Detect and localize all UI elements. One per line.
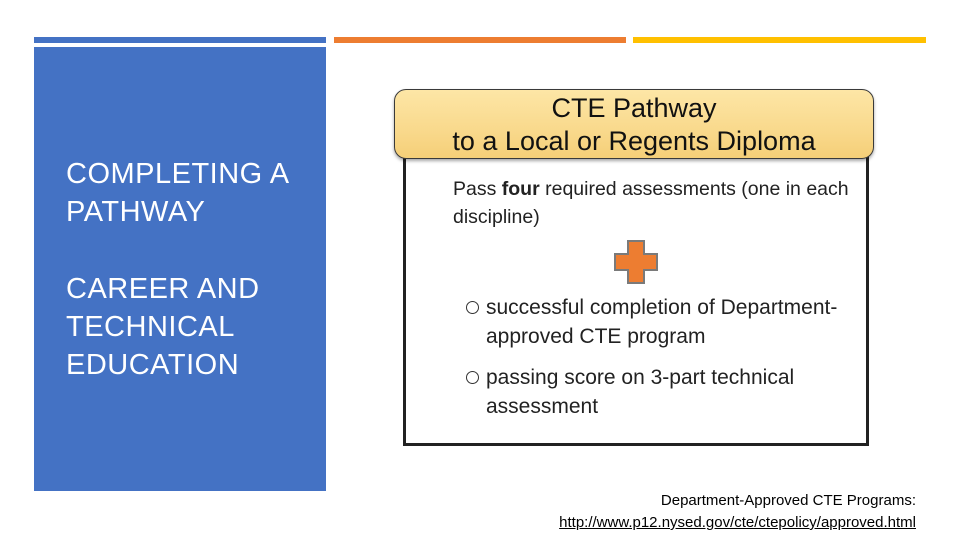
accent-bar-blue — [34, 37, 326, 43]
section-heading-line-2: to a Local or Regents Diploma — [452, 126, 816, 156]
content-box — [403, 130, 869, 446]
slide-title — [66, 155, 316, 384]
pass-assessments-text — [453, 175, 863, 231]
list-item-text: successful completion of Department-approved CTE program — [486, 296, 838, 348]
slide-title-line-1: COMPLETING A PATHWAY — [66, 158, 288, 228]
title-panel — [34, 47, 326, 491]
accent-bar-orange — [334, 37, 626, 43]
slide-title-line-2: CAREER AND TECHNICAL EDUCATION — [66, 273, 260, 381]
circle-bullet-icon — [466, 371, 479, 384]
plus-icon — [614, 240, 658, 284]
section-heading — [394, 89, 874, 159]
pass-suffix: required assessments (one in each discipline) — [453, 178, 849, 228]
circle-bullet-icon — [466, 301, 479, 314]
section-heading-line-1: CTE Pathway — [551, 93, 717, 123]
list-item — [464, 293, 864, 351]
footer-label: Department-Approved CTE Programs: — [660, 492, 916, 509]
accent-bar-yellow — [633, 37, 926, 43]
pass-count: four — [501, 178, 540, 200]
list-item-text: passing score on 3-part technical assessment — [486, 366, 795, 418]
approved-programs-link[interactable]: http://www.p12.nysed.gov/cte/ctepolicy/approved.html — [559, 514, 916, 531]
list-item — [464, 363, 864, 421]
requirements-list — [464, 293, 864, 421]
pass-prefix: Pass — [453, 178, 502, 200]
footer-note — [559, 490, 916, 534]
